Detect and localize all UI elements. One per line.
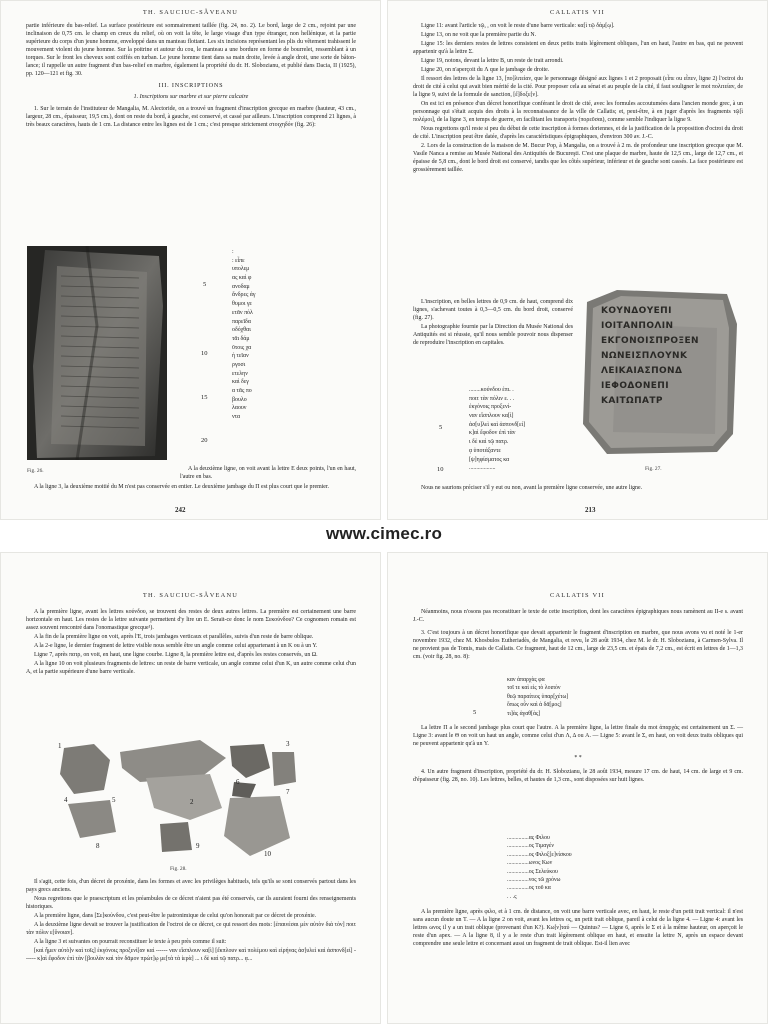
greek-line: τοῖ τε καὶ εἰς τὸ λοιπὸν <box>507 685 561 692</box>
section-heading: III. INSCRIPTIONS <box>158 82 224 89</box>
greek-line: υπολεμ <box>232 266 250 273</box>
greek-line: ἄνδρες ἀγ <box>232 292 256 299</box>
greek-line: ...............ωνος Κων <box>507 860 553 867</box>
fig-number: 9 <box>196 842 200 850</box>
paragraph: A la 2-e ligne, le dernier fragment de lettre visible nous semble être un angle comme celui appartenant à un K ou à un Y. <box>34 643 318 649</box>
running-head: CALLATIS VII <box>550 9 605 16</box>
inscription-photo-fig26 <box>27 246 167 460</box>
greek-line: καὶ δεγ <box>232 379 249 386</box>
page-number: 213 <box>585 506 596 514</box>
body-text <box>26 878 356 964</box>
inscription-photo-fig27 <box>577 284 745 460</box>
paragraph: L'inscription, en belles lettres de 0,9 cm. de haut, comprend dix lignes, s'achevant toutes à 0,3—0,5 cm. du bord droit, conservé (fig. 27). <box>413 299 573 321</box>
stone-line: ΙΕΦΟΔΟΝΕΠΙ <box>601 381 669 391</box>
paragraph: Néanmoins, nous n'osons pas reconstituer le texte de cette inscription, dont les caractères épigraphiques nous ramènent au II-e s. avant J.-C. <box>413 609 743 623</box>
page-bottom-left <box>0 552 381 1024</box>
running-head: TH. SAUCIUC-SĂVEANU <box>142 592 239 599</box>
stone-line: ΚΟΥΝΔΟΥΕΠΙ <box>601 306 672 316</box>
greek-line: [ψ]ηφίσματος κα <box>469 456 510 463</box>
greek-line: ετᾶν πόλ <box>232 309 253 316</box>
line-number: 5 <box>439 424 443 431</box>
fig-number: 5 <box>112 796 116 804</box>
paragraph: 4. Un autre fragment d'inscription, propriété du dr. H. Slobozianu, le 28 août 1934, mesure 17 cm. de haut, 14 cm. de large et 9 cm. d'épaisseur (fig. 28, no. 10). Les lettres, belles, et hautes de 1,3 cm., sont disposées sur huit lignes. <box>413 769 743 783</box>
greek-line: ...............ας Φιλου <box>507 835 550 841</box>
greek-line: ας καὶ φ <box>232 275 252 282</box>
greek-line: ναν εἴσπλουν κα[ὶ] <box>469 413 514 420</box>
greek-line: ἀσ[υ]λεὶ καὶ ἀσπονδ[εί] <box>469 421 526 428</box>
stone-letters <box>601 304 731 409</box>
stone-line: ΝΩΝΕΙΣΠΛΟΥΝΚ <box>601 351 688 361</box>
stone-line: ΚΑΙΤΩΠΑΤΡ <box>601 396 663 406</box>
running-head: CALLATIS VII <box>550 592 605 599</box>
paragraph: Il s'agit, cette fois, d'un décret de proxénie, dans les formes et avec les privilèges habituels, tels qu'ils se sont conservés partout dans les pays grecs anciens. <box>26 879 356 893</box>
greek-line: ἐκγόνοις προξενί- <box>469 404 512 411</box>
greek-line: ργοσι <box>232 361 246 368</box>
figure-caption: Fig. 26. <box>27 468 44 474</box>
fig-number: 4 <box>64 796 68 804</box>
paragraph: Ligne 11: avant l'article τῷ, , on voit le reste d'une barre verticale: κα[ὶ τῷ δάμ[ῳ]. <box>421 23 615 29</box>
paragraph: A la première ligne, dans [Σε]κούνδου, c'est peut-être le patronimique de celui qu'on honorait par ce décret de proxénie. <box>34 913 317 919</box>
line-number: 20 <box>201 437 208 444</box>
paragraph: Il ressort des lettres de la ligne 13, [πο]λιτείαν, que le personnage désigné aux lignes 1 et 2 proposait (εἶπε ou εἶπεν, ligne 2) l'octroi du droit de cité à celui qui avait bien mérité de la cité. Pour proposer cela au sénat et au peuple de la cité, il faut souligner le mot πολιτείαν, de la ligne 9, suivi de la formule de sanction, [ἔ]δοξε[ν]. <box>413 76 743 98</box>
greek-line: ...............ος τοῦ κα <box>507 885 551 892</box>
paragraph: A la première ligne, après φιλο, et à 1 cm. de distance, on voit une barre verticale avec, en haut, le reste d'un petit trait vertical: il n'est sans aucun doute un T. — A la ligne 2 on voit, avant les lettres ος, un petit trait oblique, pareil à celui de la ligne 4. — Ligne 4: avant les lettres ωνος il y a un trait oblique (provenant d'un K?). Κω[ν]ταύ — Quintus? — Ligne 6, après le Σ et à la même hauteur, on aperçoit le reste d'un apex. — A la ligne 8, il y a le reste d'un trait légèrement oblique en haut, et ensuite la lettre N, après un espace devant comprendre une seule lettre et concernant aussi un fragment de trait oblique. Est-il lien avec <box>413 909 743 947</box>
greek-line: λαουν <box>232 405 247 412</box>
paragraph: A la ligne 3, la deuxième moitié du M n'est pas conservée en entier. Le deuxième jambage du Π est plus court que le premier. <box>34 484 330 490</box>
greek-line: θεῷ παραίτιος ὑπαρ[χέτω] <box>507 693 569 700</box>
line-number: 5 <box>473 709 477 716</box>
greek-line: παρεῖδα <box>232 318 251 325</box>
paragraph: Nous ne saurions préciser s'il y eut ou non, avant la première ligne conservée, une autre ligne. <box>421 485 643 491</box>
greek-transcription <box>507 676 568 718</box>
greek-transcription <box>469 386 525 473</box>
running-head: TH. SAUCIUC-SĂVEANU <box>142 9 239 16</box>
paragraph: La lettre Π a le second jambage plus court que l'autre. A la première ligne, la lettre finale du mot ἀπαρχὰς est certainement un Σ. — Ligne 3: avant le Θ on voit un haut un angle, comme celui d'un Λ, Δ ou Α. — Ligne 5: avant le Σ, en haut, on voit deux traits obliques qui ne peuvent appartenir qu'à un Υ. <box>413 725 743 747</box>
greek-line: ...............νος τῶ χρόνω <box>507 877 561 884</box>
paragraph: partie inférieure du bas-relief. La surface postérieure est sommairement taillée (fig. 24, no. 2). Le bord, large de 2 cm., rejoint par une inclinaison de 0,75 cm. le champ en creux du relief, où on voit la tête, le large visage d'un type étranger, non hellénique, et la partie supérieure du corps d'un jeune homme, enveloppé dans un manteau flottant. Les six incisions représentant les plis du vêtement trahissent le mouvement violent du jeune homme. Sur la poitrine et autour du cou, le manteau a une bordure en forme de bourrelet, ressemblant à un torques. Sur le front les cheveux sont coiffés en turban. Le jeune homme tient dans sa main droite, levée à angle droit, une sorte de bâton-lance; il rappelle un autre fragment d'un bas-relief en marbre, également la propriété du dr. H. Slobozianu, et publié dans Dacia, II (1925), pp. 120—121 et fig. 30. <box>26 23 356 77</box>
greek-line: τᾶι δάμ <box>232 335 250 342</box>
greek-line: ι δὲ καὶ τῷ πατρ. <box>469 439 509 446</box>
fig-number: 10 <box>264 850 271 858</box>
page-242 <box>0 0 381 520</box>
greek-line: κ]αὶ ἔφοδον ἐπὶ τὰν <box>469 430 516 437</box>
body-text <box>413 908 743 949</box>
paragraph: La photographie fournie par la Direction du Musée National des Antiquités est si réussie, qu'il nous semble pouvoir nous dispenser de reproduire l'inscription en capitales. <box>413 324 573 346</box>
stone-line: ΕΚΓΟΝΟΙΣΠΡΟΞΕΝ <box>601 336 699 346</box>
greek-line: καν ἀπαρχὰς φα <box>507 677 545 683</box>
paragraph: A la première ligne, avant les lettres κούνδου, se trouvent des restes de deux autres lettres. La première est certainement une barre horizontale en haut. Les restes de la lettre suivante permettent d'y lire un E. Serait-ce donc le nom Σεκούνδου? Ce cognomen romain est assez souvent rencontré dans l'onomastique grecque¹). <box>26 609 356 631</box>
greek-line: βουλο <box>232 396 247 403</box>
greek-line: ανοδαμ <box>232 283 250 290</box>
body-text <box>180 465 356 482</box>
paragraph: Ligne 15: les derniers restes de lettres consistent en deux petits traits légèrement obliques, l'un en haut, l'autre en bas, qui ne peuvent appartenir qu'à la lettre Σ. <box>413 41 743 55</box>
greek-line: ........κούνδου ἐπι. . <box>469 387 514 393</box>
paragraph: A la deuxième ligne devait se trouver la justification de l'octroi de ce décret, ce qui ressort des mots: [ἐπαινέσαι μὲν αὐτὸν διὰ τὸν] ποιτ τὰν πόλιν ε[ὔνοιαν]. <box>26 922 356 936</box>
greek-line: ᾳ ὑποτάξαντε <box>469 447 501 454</box>
paragraph: Ligne 20, on n'aperçoit du Λ que le jambage de droite. <box>421 67 550 73</box>
paragraph: Nous regrettons qu'il reste si peu du début de cette inscription à formes doriennes, et de la justification de la proposition d'octroi du droit de cité. L'inscription peut être datée, d'après les caractéristiques épigraphiques, d'environ 300 av. J.-C. <box>413 126 743 140</box>
body-text <box>26 22 356 130</box>
greek-line: ντα <box>232 414 241 421</box>
fig-number: 6 <box>236 778 240 786</box>
line-number: 15 <box>201 394 208 401</box>
figure-caption: Fig. 27. <box>645 466 662 472</box>
page-bottom-right <box>387 552 768 1024</box>
figure-caption: Fig. 28. <box>170 866 187 872</box>
greek-line: ή τεῖαν <box>232 353 249 360</box>
body-text <box>413 724 743 785</box>
stone-line: ΛΕΙΚΑΙΑΣΠΟΝΔ <box>601 366 683 376</box>
line-number: 10 <box>437 466 444 473</box>
line-number: 10 <box>201 350 208 357</box>
paragraph: A la deuxième ligne, on voit avant la lettre E deux points, l'un en haut, l'autre en bas. <box>180 466 356 480</box>
greek-line: ...............ος Τιμαγέν <box>507 843 554 850</box>
page-number: 242 <box>175 506 186 514</box>
body-text <box>413 298 573 348</box>
greek-line: : <box>232 249 234 255</box>
paragraph: 1. Sur le terrain de l'instituteur de Mangalia, M. Alectoride, on a trouvé un fragment d'inscription grecque en marbre (hauteur, 43 cm., largeur, 28 cm., épaisseur, 19,5 cm.), dont on reste du bord, à gauche, est conservé, et cassé par ailleurs. L'inscription comprend 21 lignes, à très beaux caractères, hauts de 1 cm. La distance entre les lignes est de 1 cm.; c'est presque strictement στοιχηδόν (fig. 26): <box>26 106 356 128</box>
paragraph: Ligne 7, après πατρ, on voit, en haut, une ligne courbe. Ligne 8, la première lettre est, d'après les restes conservés, un Ω. <box>34 652 318 658</box>
fragments-figure-fig28 <box>50 738 300 862</box>
fig-number: 1 <box>58 742 62 750</box>
paragraph: 2. Lors de la construction de la maison de M. Bucur Pop, à Mangalia, on a trouvé à 2 m. de profondeur une inscription grecque que M. Vasile Nanca a remise au Musée National des Antiquités de Bucureşti. C'est une plaque de marbre, haute de 12,5 cm., large de 12,7 cm., et épaisse de 5,8 cm., dont le bord droit est conservé, tandis que les côtés supérieur, inférieur et de gauche sont cassés. La face postérieure est grossièrement taillée. <box>413 143 743 173</box>
paragraph: Nous regrettons que le praescriptum et les préambules de ce décret n'aient pas été conservés, car ils auraient fourni des renseignements historiques. <box>26 896 356 910</box>
paragraph: Ligne 13, on ne voit que la première partie du N. <box>421 32 537 38</box>
paragraph: A la fin de la première ligne on voit, après l'E, trois jambages verticaux et parallèles, suivis d'un reste de barre oblique. <box>34 634 314 640</box>
subsection-heading: 1. Inscriptions sur marbre et sur pierre calcaire <box>133 94 249 100</box>
greek-line: ετελην <box>232 370 248 377</box>
paragraph: A la ligne 10 on voit plusieurs fragments de lettres: un reste de barre verticale, un angle comme celui d'un K, un autre comme celui d'un A, et la partie supérieure d'une barre verticale. <box>26 661 356 675</box>
greek-line: τι]ὰς ἀγαθ[ὰς] <box>507 710 541 717</box>
body-text <box>26 483 356 492</box>
paragraph: A la ligne 3 et suivantes on pourrait reconstituer le texte à peu près comme il suit: <box>34 939 227 945</box>
greek-line: .................. <box>469 465 496 472</box>
watermark-url: www.cimec.ro <box>325 524 443 543</box>
greek-line: ῦτοις χα <box>232 344 252 351</box>
fig-number: 7 <box>286 788 290 796</box>
greek-line: ὅπως οὖν καὶ ἁ δᾶ[μος] <box>507 702 562 709</box>
paragraph: [καὶ ἦμεν αὐτὸ]ν καὶ τοῖς] ἐκγόνοις προξενί[αν καὶ ------ ναν εἴσπλουν κα[ὶ] [ἔκπλουν καὶ πολέμου καὶ εἰρήνας ἀσ]υλεὶ καὶ ἀσπονδ[εί] ------ κ]αὶ ἔφοδον ἐπὶ τὰν [βουλὰν καὶ τὸν δᾶμον πρώτ]ῳ με[τὰ τὰ ἱερὰ] ... ι δὲ καὶ τῷ πατρ... ᾳ... <box>26 948 356 962</box>
paragraph: Ligne 19, notons, devant la lettre B, un reste de trait arrondi. <box>421 58 564 64</box>
paragraph: 3. C'est toujours à un décret honorifique que devait appartenir le fragment d'inscription en marbre, que nous avons vu et noté le 1-er novembre 1932, chez M. Khosbulos Eutheriadès, de Mangalia, et revu, le 28 août 1934, chez M. le dr. H. Slobozianu, à Carmen-Sylva. Il ne provient pas de Tomis, mais de Callatis. Ce fragment, haut de 12 cm., large de 23,5 cm. et épais de 7,2 cm., est écrit en lettres de 1—1,3 cm. (voir fig. 28, no. 8): <box>413 630 743 660</box>
paragraph: On est ici en présence d'un décret honorifique conférant le droit de cité, avec les formules accoutumées dans l'ancien monde grec, à un personnage qui s'était acquis des droits à la reconnaissance de la ville de Callatis; et, peut-être, à en juger d'après les fragments τῷ[ὶ πολέμοι], de la ligne 3, en temps de guerre, en facilitant les transports (πορεῦσαι), comme semble l'indiquer la ligne 9. <box>413 101 743 123</box>
body-text <box>413 484 743 493</box>
greek-line: ...............ος Σελεύκου <box>507 868 558 875</box>
line-number: 5 <box>203 281 207 288</box>
greek-line: : εἶπε <box>232 257 245 264</box>
fig-number: 8 <box>96 842 100 850</box>
fig-number: 3 <box>286 740 290 748</box>
body-text <box>413 22 743 175</box>
body-text <box>413 608 743 662</box>
greek-line: α τᾶς πο <box>232 388 252 394</box>
greek-line: θυμοι γε <box>232 301 252 308</box>
greek-line: οδόχθαι <box>232 327 251 334</box>
page-213 <box>387 0 768 520</box>
section-separator: * * <box>574 755 582 761</box>
greek-transcription <box>232 248 255 422</box>
body-text <box>26 608 356 677</box>
greek-line: . . .ς <box>507 893 517 900</box>
fig-number: 2 <box>190 798 194 806</box>
greek-transcription <box>507 834 572 901</box>
greek-line: ποιτ τὰν πόλιν ε. . . <box>469 395 515 402</box>
greek-line: ...............ος Φιλοξ[ε]νίσκου <box>507 851 572 858</box>
stone-line: ΙΟΙΤΑΝΠΟΛΙΝ <box>601 321 674 331</box>
